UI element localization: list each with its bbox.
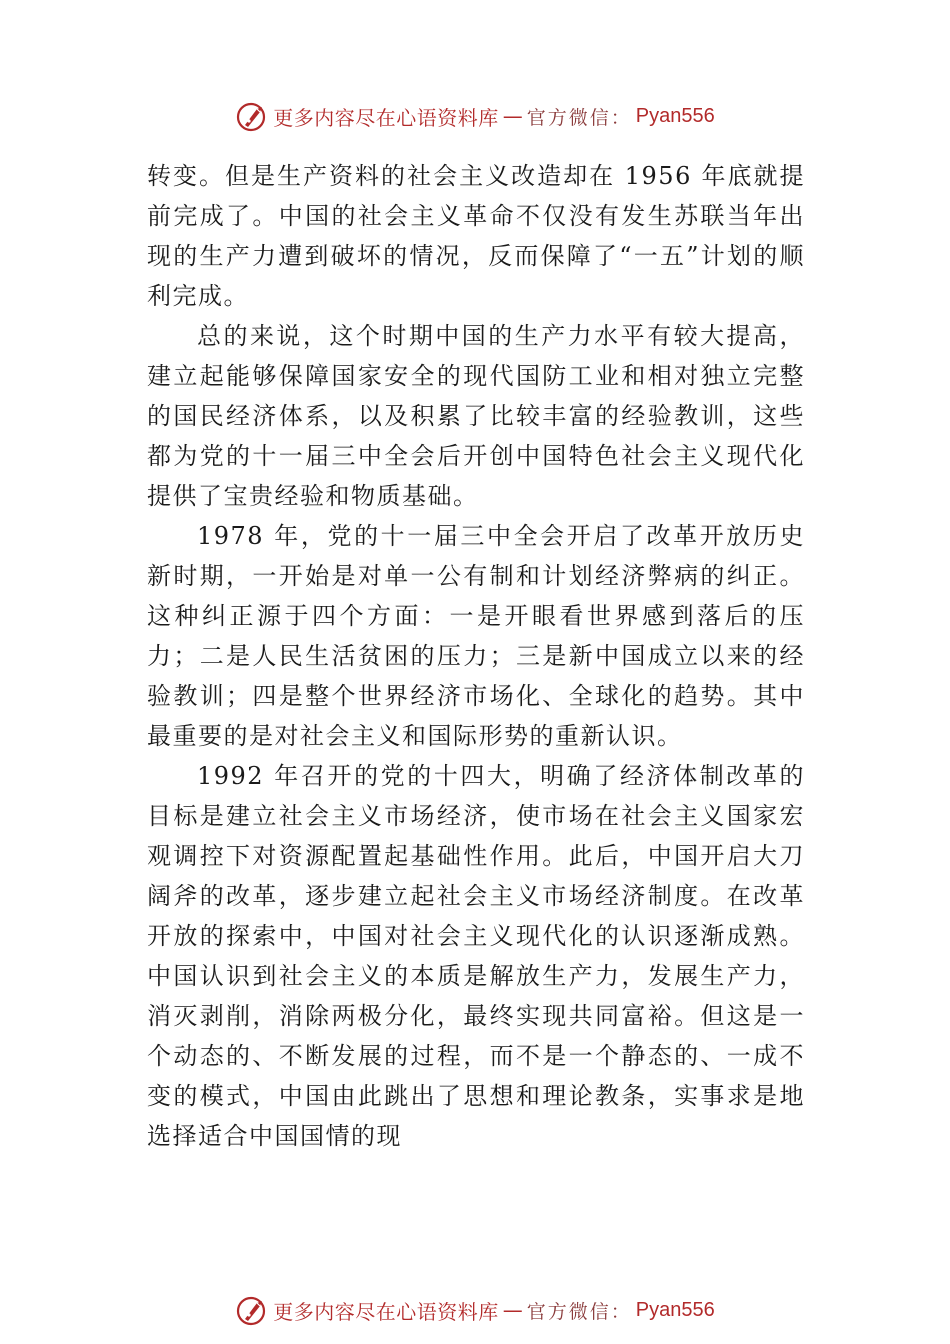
header-banner bbox=[0, 96, 950, 136]
footer-dash: — bbox=[502, 1298, 523, 1322]
footer-official-text: 官方微信： bbox=[526, 1300, 632, 1323]
paragraph-1: 转变。但是生产资料的社会主义改造却在 1956 年底就提前完成了。中国的社会主义革命不仅没有发生苏联当年出现的生产力遭到破坏的情况，反而保障了“一五”计划的顺利完成。 bbox=[147, 162, 805, 310]
document-body bbox=[147, 156, 805, 1156]
footer-wechat-id: Pyan556 bbox=[635, 1298, 715, 1321]
paragraph-3: 1978 年，党的十一届三中全会开启了改革开放历史新时期，一开始是对单一公有制和计划经济弊病的纠正。这种纠正源于四个方面：一是开眼看世界感到落后的压力；二是人民生活贫困的压力；三是新中国成立以来的经验教训；四是整个世界经济市场化、全球化的趋势。其中最重要的是对社会主义和国际形势的重新认识。 bbox=[147, 522, 805, 750]
paragraph-4: 1992 年召开的党的十四大，明确了经济体制改革的目标是建立社会主义市场经济，使市场在社会主义国家宏观调控下对资源配置起基础性作用。此后，中国开启大刀阔斧的改革，逐步建立起社会主义市场经济制度。在改革开放的探索中，中国对社会主义现代化的认识逐渐成熟。中国认识到社会主义的本质是解放生产力，发展生产力，消灭剥削，消除两极分化，最终实现共同富裕。但这是一个动态的、不断发展的过程，而不是一个静态的、一成不变的模式，中国由此跳出了思想和理论教条，实事求是地选择适合中国国情的现 bbox=[147, 762, 805, 1150]
header-official-text: 官方微信： bbox=[526, 106, 632, 129]
footer-site-text: 更多内容尽在心语资料库 bbox=[273, 1299, 499, 1324]
header-dash: — bbox=[502, 104, 523, 128]
header-wechat-id: Pyan556 bbox=[635, 104, 715, 127]
pen-nib-logo-icon bbox=[235, 99, 269, 133]
footer-banner bbox=[0, 1290, 950, 1330]
pen-nib-logo-icon bbox=[235, 1293, 269, 1327]
header-site-text: 更多内容尽在心语资料库 bbox=[273, 105, 499, 130]
paragraph-2: 总的来说，这个时期中国的生产力水平有较大提高，建立起能够保障国家安全的现代国防工业和相对独立完整的国民经济体系，以及积累了比较丰富的经验教训，这些都为党的十一届三中全会后开创中国特色社会主义现代化提供了宝贵经验和物质基础。 bbox=[147, 322, 805, 510]
